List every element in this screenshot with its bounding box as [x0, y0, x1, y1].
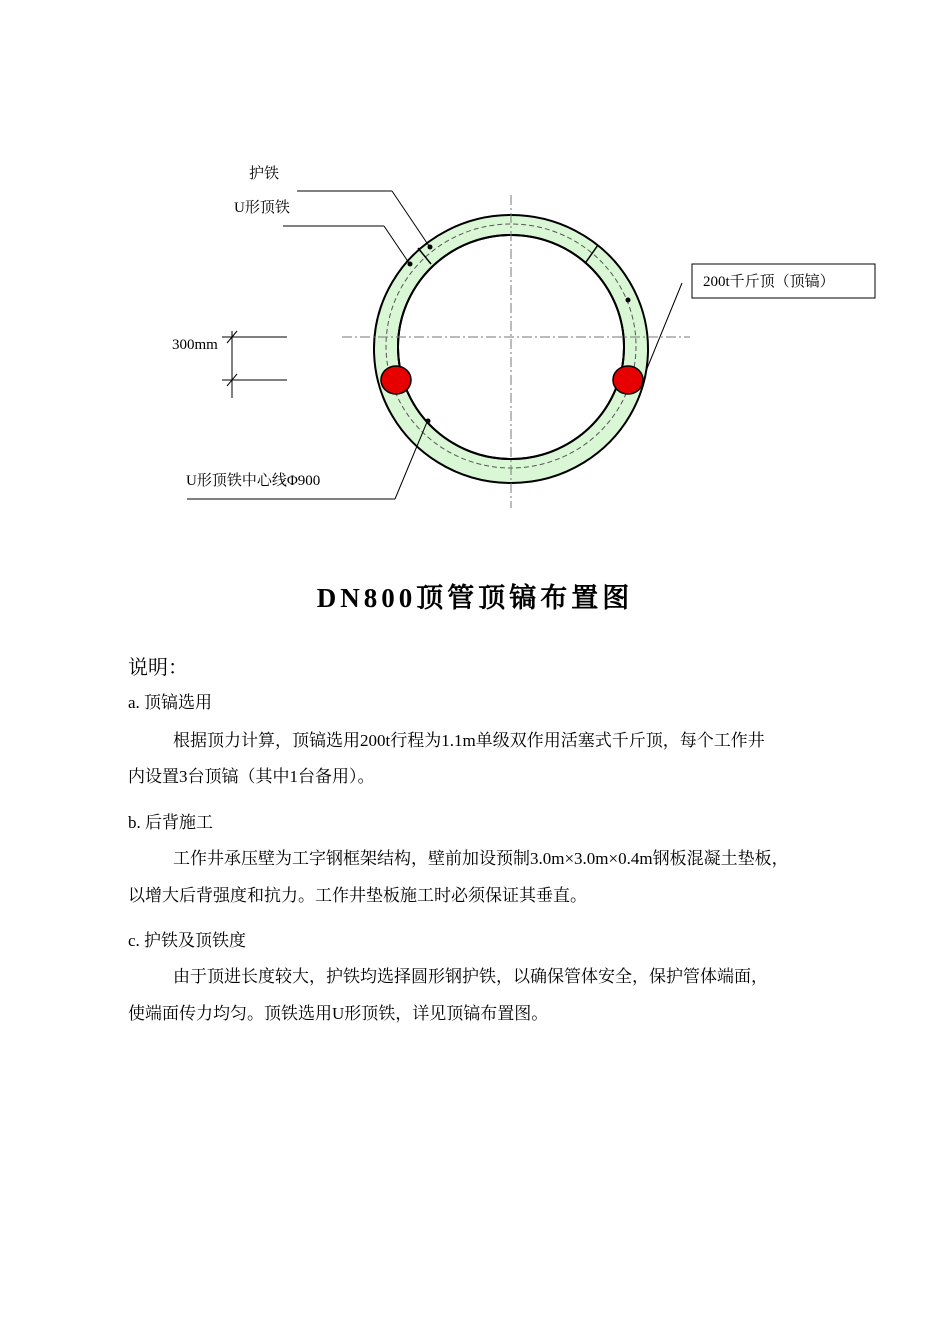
label-u-jacking-iron: U形顶铁	[234, 200, 290, 216]
leader-jack	[646, 283, 682, 371]
section-b-line-2: 以增大后背强度和抗力。工作井垫板施工时必须保证其垂直。	[128, 886, 587, 905]
section-c-line-2: 使端面传力均匀。顶铁选用U形顶铁，详见顶镐布置图。	[128, 1004, 549, 1023]
marker-dot	[626, 298, 631, 303]
leader-u-iron-diag	[384, 226, 409, 263]
jack-right	[613, 366, 643, 394]
section-c-line-1: 由于顶进长度较大，护铁均选择圆形钢护铁，以确保管体安全，保护管体端面，	[173, 967, 768, 986]
label-300mm: 300mm	[172, 337, 218, 353]
leader-hutie-diag	[392, 191, 429, 246]
section-a-title: a. 顶镐选用	[128, 693, 213, 712]
document-title: DN800顶管顶镐布置图	[316, 583, 634, 613]
section-b-line-1: 工作井承压壁为工字钢框架结构，壁前加设预制3.0m×3.0m×0.4m钢板混凝土垫板，	[173, 849, 789, 868]
label-jack: 200t千斤顶（顶镐）	[703, 274, 835, 290]
section-a-line-1: 根据顶力计算，顶镐选用200t行程为1.1m单级双作用活塞式千斤顶，每个工作井	[173, 731, 765, 750]
section-a-line-2: 内设置3台顶镐（其中1台备用）。	[128, 767, 375, 786]
label-protective-iron: 护铁	[249, 166, 280, 182]
section-c-title: c. 护铁及顶铁度	[128, 931, 247, 950]
jack-layout-diagram	[0, 0, 950, 560]
jack-left	[381, 366, 411, 394]
label-u-iron-centerline: U形顶铁中心线Φ900	[186, 473, 321, 489]
section-b-title: b. 后背施工	[128, 813, 213, 832]
notes-heading: 说明：	[128, 657, 188, 679]
